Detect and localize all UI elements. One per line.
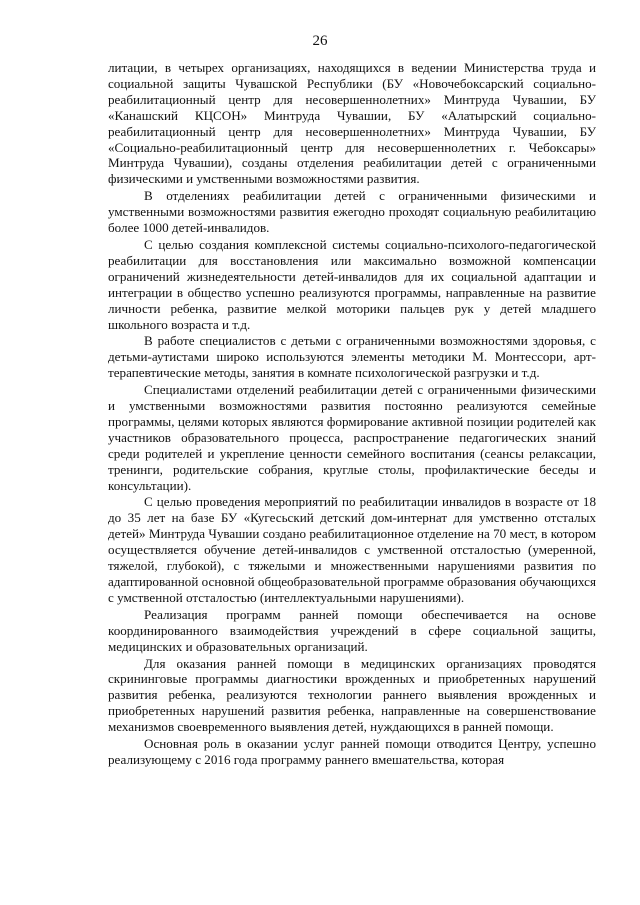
body-text	[108, 60, 596, 768]
paragraph: В отделениях реабилитации детей с ограниченными физическими и умственными возможностями развития ежегодно проходят социальную реабилитацию более 1000 детей-инвалидов.	[108, 188, 596, 236]
paragraph: Для оказания ранней помощи в медицинских организациях проводятся скрининговые программы диагностики врожденных и приобретенных нарушений развития ребенка, реализуются технологии раннего выявления врожденных и приобретенных нарушений развития ребенка, направленные на совершенствование механизмов своевременного выявления детей, нуждающихся в ранней помощи.	[108, 655, 596, 735]
paragraph: С целью проведения мероприятий по реабилитации инвалидов в возрасте от 18 до 35 лет на базе БУ «Кугесьский детский дом-интернат для умственно отсталых детей» Минтруда Чувашии создано реабилитационное отделение на 70 мест, в котором осуществляется обучение детей-инвалидов с умственной отсталостью (умеренной, тяжелой, глубокой), с тяжелыми и множественными нарушениями развития по адаптированной основной общеобразовательной программе образования обучающихся с умственной отсталостью (интеллектуальными нарушениями).	[108, 494, 596, 605]
paragraph: С целью создания комплексной системы социально-психолого-педагогической реабилитации для восстановления или максимально возможной компенсации ограничений жизнедеятельности детей-инвалидов для их социальной адаптации и интеграции в общество успешно реализуются программы, направленные на развитие личности ребенка, развитие мелкой моторики пальцев рук у детей младшего школьного возраста и т.д.	[108, 236, 596, 332]
paragraph: Специалистами отделений реабилитации детей с ограниченными физическими и умственными возможностями развития постоянно реализуются семейные программы, целями которых являются формирование активной позиции родителей как участников образовательного процесса, распространение педагогических знаний среди родителей и укрепление ценности семейного воспитания (сеансы релаксации, тренинги, родительские собрания, круглые столы, профилактические беседы и консультации).	[108, 382, 596, 493]
paragraph: В работе специалистов с детьми с ограниченными возможностями здоровья, с детьми-аутистами широко используются элементы методики М. Монтессори, арт-терапевтические методы, занятия в комнате психологической разгрузки и т.д.	[108, 333, 596, 381]
paragraph-continuation: литации, в четырех организациях, находящихся в ведении Министерства труда и социальной защиты Чувашской Республики (БУ «Новочебоксарский социально-реабилитационный центр для несовершеннолетних» Минтруда Чувашии, БУ «Канашский КЦСОН» Минтруда Чувашии, БУ «Алатырский социально-реабилитационный центр для несовершеннолетних» Минтруда Чувашии, БУ «Социально-реабилитационный центр для несовершеннолетних г. Чебоксары» Минтруда Чувашии), созданы отделения реабилитации детей с ограниченными физическими и умственными возможностями развития.	[108, 60, 596, 187]
paragraph: Основная роль в оказании услуг ранней помощи отводится Центру, успешно реализующему с 2016 года программу раннего вмешательства, которая	[108, 736, 596, 767]
paragraph: Реализация программ ранней помощи обеспечивается на основе координированного взаимодействия учреждений в сфере социальной защиты, медицинских и образовательных организаций.	[108, 606, 596, 654]
page-number: 26	[312, 33, 328, 49]
